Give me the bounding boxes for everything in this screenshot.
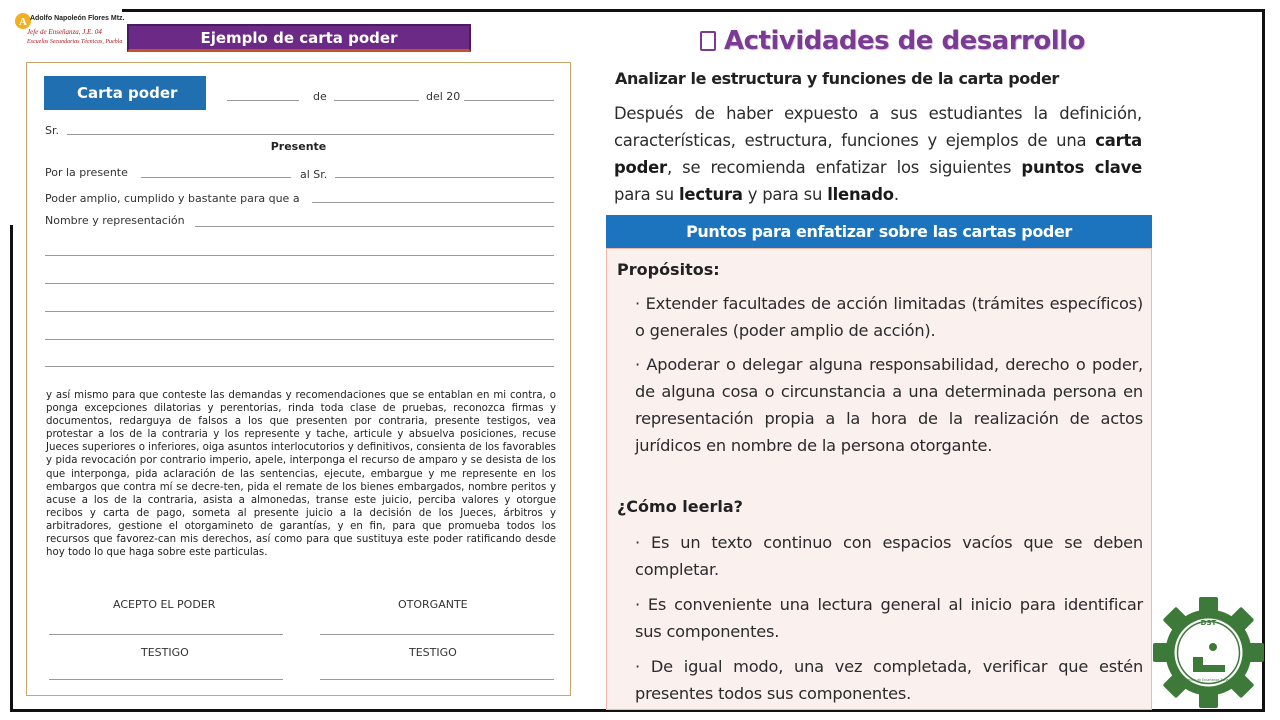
intro-paragraph: Después de haber expuesto a sus estudiantes la definición, características, estructura, funciones y ejemplos de una carta poder, se recomienda enfatizar los siguientes puntos clave para su lectura y para su llenado.: [614, 104, 1142, 204]
form-blank-line: [45, 339, 554, 340]
form-line: [195, 226, 554, 227]
form-otorgante-label: OTORGANTE: [398, 598, 468, 611]
form-title: Carta poder: [44, 76, 206, 110]
form-line: [335, 177, 554, 178]
form-de-label: de: [313, 90, 327, 103]
points-box-header: Puntos para enfatizar sobre las cartas poder: [606, 215, 1152, 248]
form-por-la-presente: Por la presente: [45, 166, 128, 179]
points-box: [606, 248, 1152, 710]
form-line: [67, 134, 554, 135]
svg-text:DST: DST: [1200, 619, 1217, 627]
form-line: [464, 100, 554, 101]
logo-school: Escuelas Secundarias Técnicas, Puebla: [27, 39, 123, 45]
form-line: [141, 177, 291, 178]
form-blank-line: [45, 366, 554, 367]
form-line: [227, 100, 299, 101]
logo-role: Jefe de Enseñanza, J.E. 04: [27, 28, 102, 36]
section-title: Actividades de desarrollo: [700, 26, 1085, 56]
form-nombre: Nombre y representación: [45, 214, 185, 227]
author-logo: [14, 12, 124, 52]
carta-poder-example: [26, 62, 571, 696]
point-item: · Es conveniente una lectura general al inicio para identificar sus componentes.: [635, 595, 1143, 641]
form-blank-line: [45, 283, 554, 284]
form-al-sr: al Sr.: [300, 168, 328, 181]
left-section-header: Ejemplo de carta poder: [127, 24, 471, 52]
propositos-heading: Propósitos:: [617, 260, 720, 279]
form-sr-label: Sr.: [45, 124, 59, 137]
frame-top-line: [122, 9, 1265, 12]
signature-line: [49, 634, 283, 635]
section-subtitle: Analizar le estructura y funciones de la carta poder: [615, 69, 1059, 88]
form-acepto-label: ACEPTO EL PODER: [113, 598, 216, 611]
box-bullet-icon: [700, 31, 716, 51]
form-del20-label: del 20: [426, 90, 461, 103]
form-poder-amplio: Poder amplio, cumplido y bastante para que a: [45, 192, 300, 205]
point-item: · Es un texto continuo con espacios vacíos que se deben completar.: [635, 533, 1143, 579]
gear-logo-icon: [1153, 597, 1264, 708]
form-testigo-label: TESTIGO: [409, 646, 457, 659]
form-blank-line: [45, 255, 554, 256]
logo-name: Adolfo Napoleón Flores Mtz.: [30, 15, 125, 22]
signature-line: [320, 634, 554, 635]
form-blank-line: [45, 311, 554, 312]
point-item: · De igual modo, una vez completada, verificar que estén presentes todos sus componentes.: [635, 657, 1143, 703]
form-line: [312, 202, 554, 203]
svg-text:Jefatura de Enseñanza Zona 04: Jefatura de Enseñanza Zona 04: [1183, 678, 1234, 682]
point-item: · Apoderar o delegar alguna responsabilidad, derecho o poder, de alguna cosa o circunstancia a una determinada persona en representación propia a la hora de la realización de actos jurídicos en nombre de la persona otorgante.: [635, 355, 1143, 455]
signature-line: [320, 679, 554, 680]
form-testigo-label: TESTIGO: [141, 646, 189, 659]
como-leerla-heading: ¿Cómo leerla?: [617, 497, 743, 516]
form-body-text: y así mismo para que conteste las demandas y recomendaciones que se entablan en mi contra, o ponga excepciones dilatorias y perentorias, rinda toda clase de pruebas, reconozca firmas y documentos, redarguya de falsos a los que presenten por contraria, presente testigos, vea protestar a los de la contraria y los represente y tache, articule y absuelva posiciones, recuse Jueces superiores o inferiores, oiga asuntos interlocutorios y definitivos, consienta de los favorables y pida revocación por contrario imperio, apele, interponga el recurso de amparo y se desista de los que interponga, pida aclaración de las sentencias, ejecute, embargue y me represente en los embargos que contra mí se decre-ten, pida el remate de los bienes embargados, nombre peritos y acuse a los de la contraria, asista a almonedas, transe este juicio, perciba valores y otorgue recibos y carta de pago, someta al presente juicio a la decisión de los Jueces, árbitros y arbitradores, gestione el otorgamineto de garantías, y en fin, para que promueba todos los recursos que favorez-can mis derechos, así como para que sustituya este poder ratificando desde hoy todo lo que haga sobre este particulas.: [46, 390, 556, 559]
form-presente: Presente: [270, 140, 327, 153]
signature-line: [49, 679, 283, 680]
svg-text:A: A: [19, 16, 27, 28]
form-line: [334, 100, 419, 101]
point-item: · Extender facultades de acción limitadas (trámites específicos) o generales (poder amplio de acción).: [635, 294, 1143, 340]
frame-left-line: [10, 225, 13, 712]
